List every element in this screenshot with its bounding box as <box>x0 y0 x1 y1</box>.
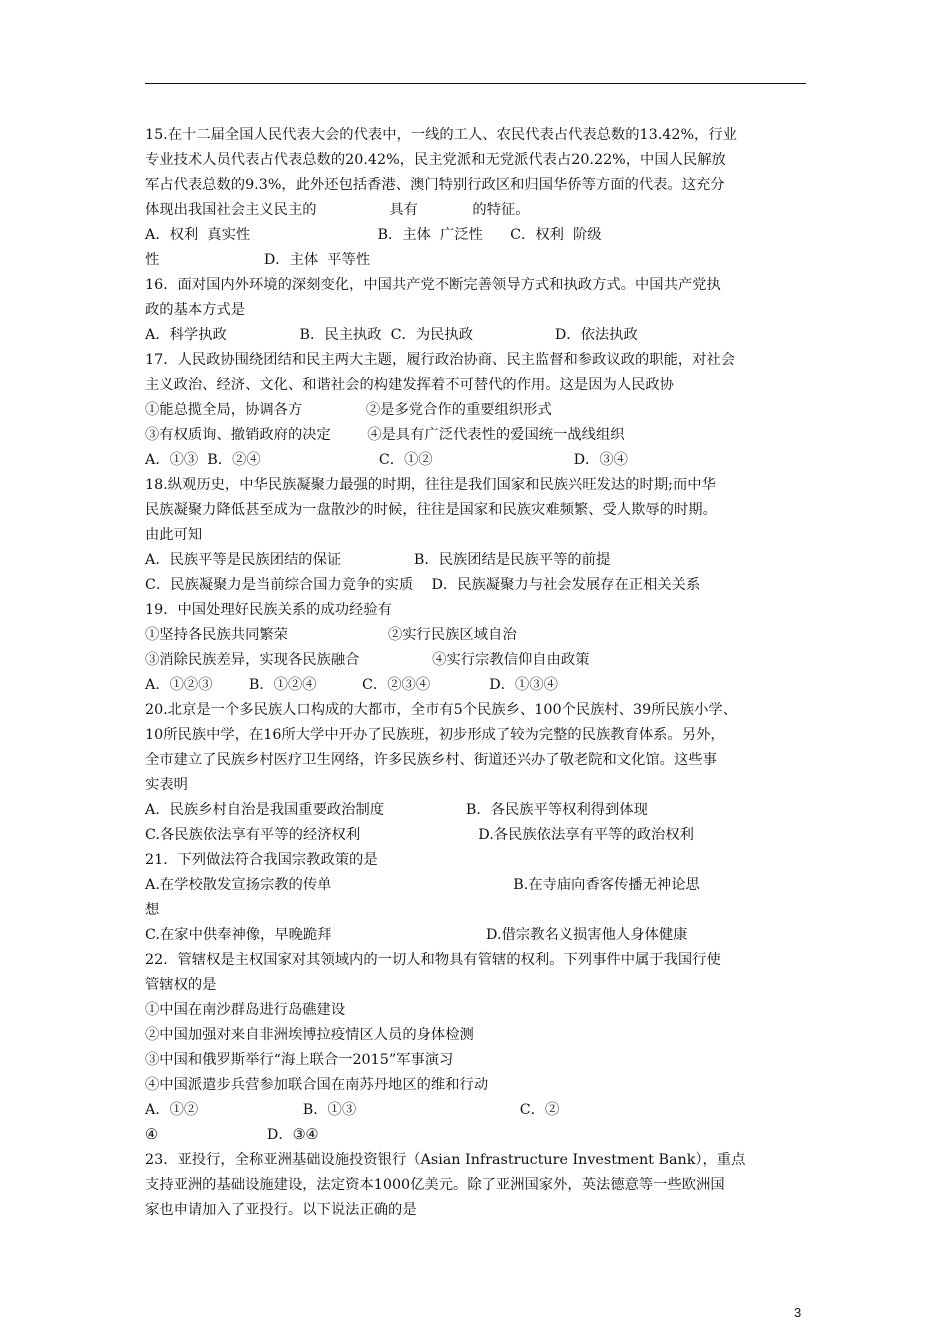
text-line: A．民族平等是民族团结的保证 B．民族团结是民族平等的前提 <box>145 552 611 568</box>
text-line: ③有权质询、撤销政府的决定 ④是具有广泛代表性的爱国统一战线组织 <box>145 427 625 443</box>
text-line: 主义政治、经济、文化、和谐社会的构建发挥着不可替代的作用。这是因为人民政协 <box>145 377 674 393</box>
text-line: ①中国在南沙群岛进行岛礁建设 <box>145 1002 346 1018</box>
text-line: A.在学校散发宣扬宗教的传单 B.在寺庙向香客传播无神论思 <box>145 877 700 893</box>
header-rule <box>145 83 806 84</box>
text-line: ①能总揽全局，协调各方 ②是多党合作的重要组织形式 <box>145 402 552 418</box>
text-line: 全市建立了民族乡村医疗卫生网络，许多民族乡村、街道还兴办了敬老院和文化馆。这些事 <box>145 752 717 768</box>
text-line: ②中国加强对来自非洲埃博拉疫情区人员的身体检测 <box>145 1027 474 1043</box>
text-line: 由此可知 <box>145 527 203 543</box>
text-line: ①坚持各民族共同繁荣 ②实行民族区域自治 <box>145 627 517 643</box>
text-line: A．①③ B．②④ C．①② D．③④ <box>145 452 628 468</box>
text-line: 10所民族中学，在16所大学中开办了民族班，初步形成了较为完整的民族教育体系。另外， <box>145 727 725 743</box>
text-line: C.在家中供奉神像，早晚跪拜 D.借宗教名义损害他人身体健康 <box>145 927 688 943</box>
text-line: ③中国和俄罗斯举行“海上联合一2015”军事演习 <box>145 1052 454 1068</box>
text-line: 23．亚投行，全称亚洲基础设施投资银行（Asian Infrastructure Investment Bank），重点 <box>145 1152 746 1168</box>
text-line: ④ D．③④ <box>145 1127 319 1143</box>
text-line: 17．人民政协围绕团结和民主两大主题，履行政治协商、民主监督和参政议政的职能，对社会 <box>145 352 736 368</box>
text-line: ④中国派遣步兵营参加联合国在南苏丹地区的维和行动 <box>145 1077 489 1093</box>
text-line: 15.在十二届全国人民代表大会的代表中，一线的工人、农民代表占代表总数的13.42%，行业 <box>145 127 737 143</box>
text-line: 管辖权的是 <box>145 977 217 993</box>
text-line: 家也申请加入了亚投行。以下说法正确的是 <box>145 1202 417 1218</box>
text-line: 19．中国处理好民族关系的成功经验有 <box>145 602 392 618</box>
text-line: 20.北京是一个多民族人口构成的大都市，全市有5个民族乡、100个民族村、39所民族小学、 <box>145 702 737 718</box>
text-line: 专业技术人员代表占代表总数的20.42%，民主党派和无党派代表占20.22%，中国人民解放 <box>145 152 726 168</box>
text-line: 18.纵观历史，中华民族凝聚力最强的时期，往往是我们国家和民族兴旺发达的时期;而中华 <box>145 477 716 493</box>
text-line: A．①② B．①③ C．② <box>145 1102 560 1118</box>
page-number: 3 <box>794 1305 802 1320</box>
text-line: 体现出我国社会主义民主的 具有 的特征。 <box>145 202 530 218</box>
text-line: 军占代表总数的9.3%，此外还包括香港、澳门特别行政区和归国华侨等方面的代表。这充分 <box>145 177 725 193</box>
text-line: 政的基本方式是 <box>145 302 246 318</box>
text-line: 性 D．主体 平等性 <box>145 252 371 268</box>
text-line: 22．管辖权是主权国家对其领域内的一切人和物具有管辖的权利。下列事件中属于我国行使 <box>145 952 721 968</box>
text-line: A．民族乡村自治是我国重要政治制度 B．各民族平等权利得到体现 <box>145 802 648 818</box>
text-line: C．民族凝聚力是当前综合国力竞争的实质 D．民族凝聚力与社会发展存在正相关关系 <box>145 577 701 593</box>
text-line: A．①②③ B．①②④ C．②③④ D．①③④ <box>145 677 558 693</box>
text-line: 21．下列做法符合我国宗教政策的是 <box>145 852 378 868</box>
text-line: C.各民族依法享有平等的经济权利 D.各民族依法享有平等的政治权利 <box>145 827 694 843</box>
text-line: A．权利 真实性 B．主体 广泛性 C．权利 阶级 <box>145 227 602 243</box>
text-line: ③消除民族差异，实现各民族融合 ④实行宗教信仰自由政策 <box>145 652 590 668</box>
text-line: 实表明 <box>145 777 188 793</box>
text-line: 支持亚洲的基础设施建设，法定资本1000亿美元。除了亚洲国家外，英法德意等一些欧洲国 <box>145 1177 725 1193</box>
text-line: A．科学执政 B．民主执政 C．为民执政 D．依法执政 <box>145 327 638 343</box>
text-line: 想 <box>145 902 160 918</box>
text-line: 16．面对国内外环境的深刻变化，中国共产党不断完善领导方式和执政方式。中国共产党执 <box>145 277 721 293</box>
text-line: 民族凝聚力降低甚至成为一盘散沙的时候，往往是国家和民族灾难频繁、受人欺辱的时期。 <box>145 502 717 518</box>
